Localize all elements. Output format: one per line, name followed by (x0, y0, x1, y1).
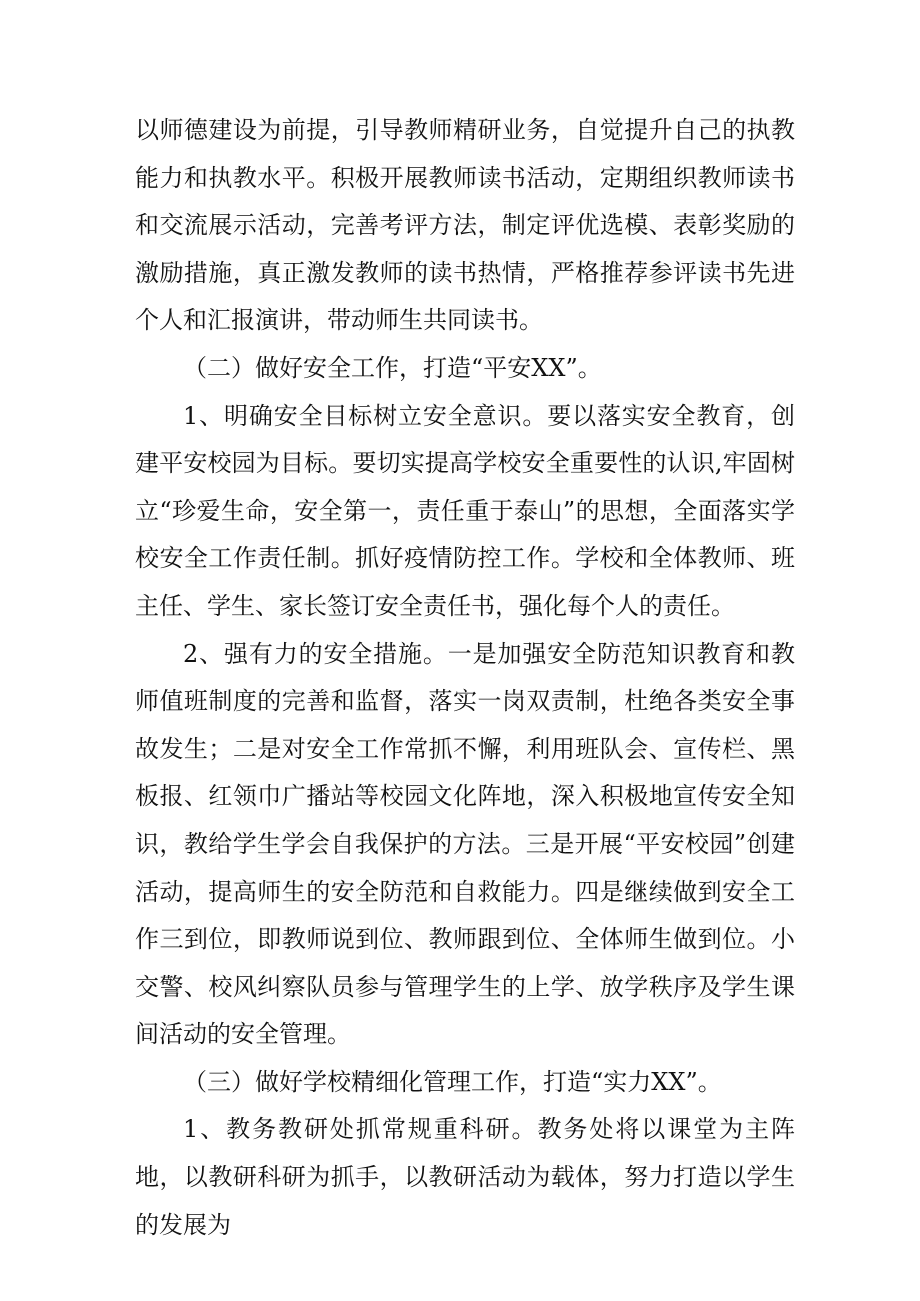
document-page (135, 107, 795, 1249)
paragraph-safety-measures: 2、强有力的安全措施。一是加强安全防范知识教育和教师值班制度的完善和监督，落实一岗双责制，杜绝各类安全事故发生；二是对安全工作常抓不懈，利用班队会、宣传栏、黑板报、红领巾广播站等校园文化阵地，深入积极地宣传安全知识，教给学生学会自我保护的方法。三是开展“平安校园”创建活动，提高师生的安全防范和自救能力。四是继续做到安全工作三到位，即教师说到位、教师跟到位、全体师生做到位。小交警、校风纠察队员参与管理学生的上学、放学秩序及学生课间活动的安全管理。 (135, 639, 795, 1049)
paragraph-teaching-research: 1、教务教研处抓常规重科研。教务处将以课堂为主阵地，以教研科研为抓手，以教研活动为载体，努力打造以学生的发展为 (135, 1115, 795, 1239)
section-heading-management: （三）做好学校精细化管理工作，打造“实力XX”。 (183, 1067, 722, 1096)
paragraph-continuation: 以师德建设为前提，引导教师精研业务，自觉提升自己的执教能力和执教水平。积极开展教师读书活动，定期组织教师读书和交流展示活动，完善考评方法，制定评优选模、表彰奖励的激励措施，真正激发教师的读书热情，严格推荐参评读书先进个人和汇报演讲，带动师生共同读书。 (135, 116, 795, 335)
section-heading-safety: （二）做好安全工作，打造“平安XX”。 (183, 353, 602, 382)
paragraph-safety-goals: 1、明确安全目标树立安全意识。要以落实安全教育，创建平安校园为目标。要切实提高学校安全重要性的认识,牢固树立“珍爱生命，安全第一，责任重于泰山”的思想，全面落实学校安全工作责任制。抓好疫情防控工作。学校和全体教师、班主任、学生、家长签订安全责任书，强化每个人的责任。 (135, 401, 795, 620)
